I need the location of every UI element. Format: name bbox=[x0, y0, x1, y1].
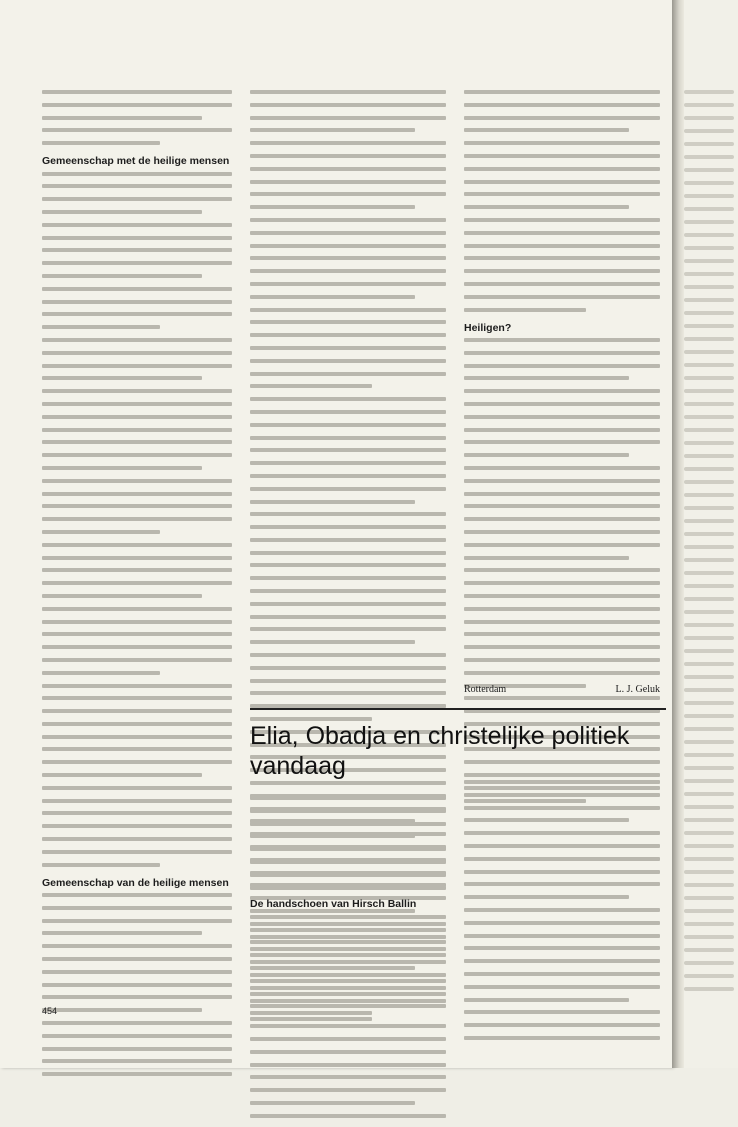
column-left bbox=[42, 90, 232, 1085]
author-signature bbox=[464, 684, 660, 695]
section-heading: Gemeenschap van de heilige mensen bbox=[42, 876, 229, 889]
section-heading: Heiligen? bbox=[464, 321, 512, 334]
section-heading: Gemeenschap met de heilige mensen bbox=[42, 155, 230, 168]
body-text-block bbox=[464, 780, 660, 1040]
body-text-block bbox=[42, 172, 232, 867]
signature-place: Rotterdam bbox=[464, 684, 507, 695]
body-text-block bbox=[42, 90, 232, 145]
article-intro bbox=[250, 796, 446, 1030]
article-headline: Elia, Obadja en christelijke politiek vandaag bbox=[250, 722, 630, 780]
column-right bbox=[464, 90, 660, 811]
body-text-block bbox=[42, 893, 232, 1076]
next-page-edge bbox=[684, 0, 738, 1068]
body-text-block bbox=[250, 796, 446, 890]
section-heading: De handschoen van Hirsch Ballin bbox=[250, 898, 417, 911]
article-column-right bbox=[464, 780, 660, 1049]
page-number: 454 bbox=[42, 1006, 58, 1016]
page-gutter bbox=[672, 0, 684, 1068]
signature-author: L. J. Geluk bbox=[615, 684, 660, 695]
body-text-block bbox=[250, 915, 446, 1021]
article-divider bbox=[250, 708, 666, 710]
body-text-block bbox=[464, 90, 660, 312]
